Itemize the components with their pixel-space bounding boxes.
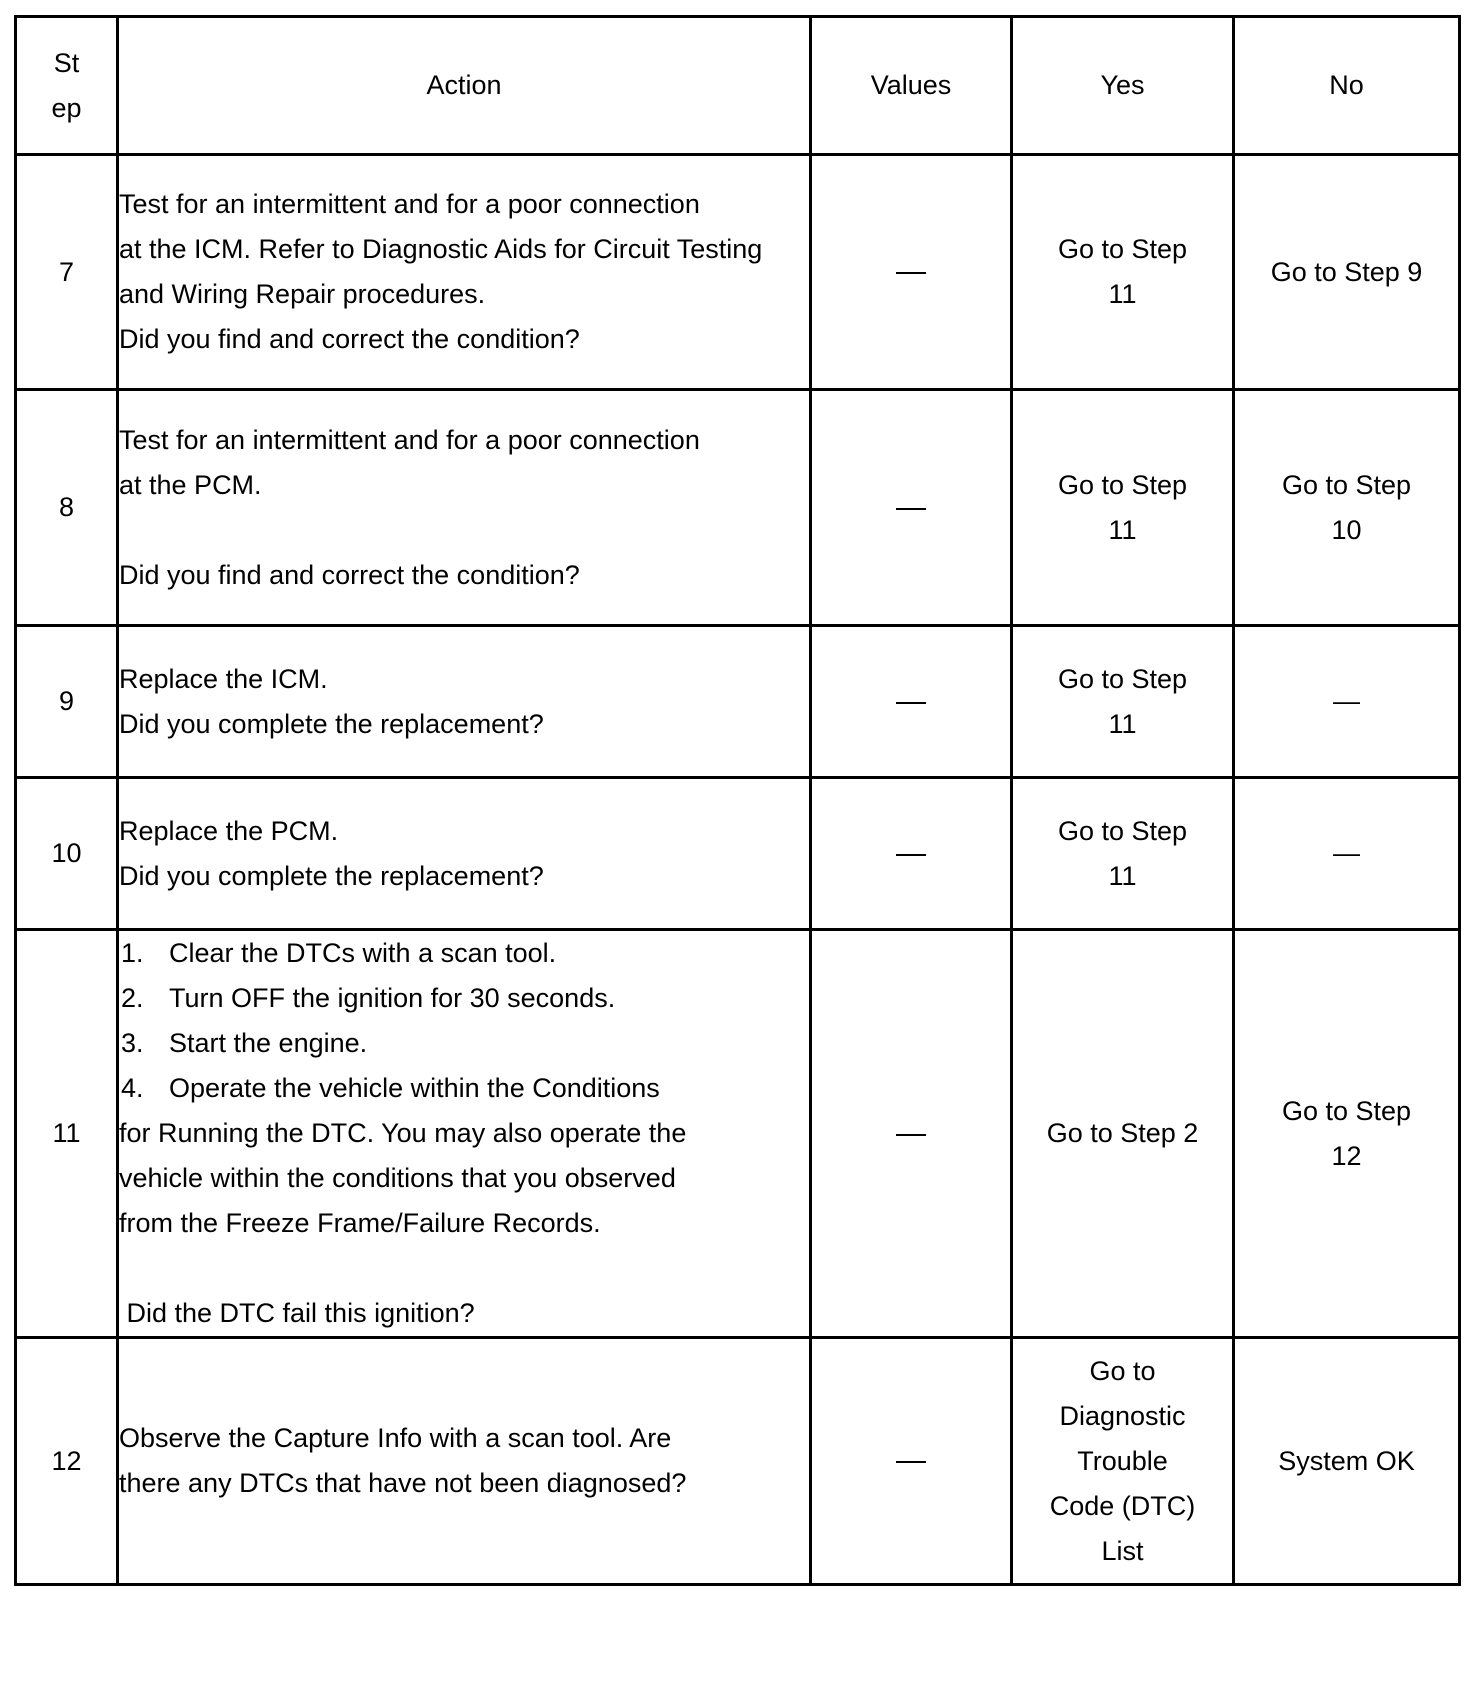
- header-yes: Yes: [1012, 17, 1234, 155]
- values-cell: [811, 155, 1012, 390]
- diagnostic-table: [14, 15, 1461, 1586]
- dash-mark: [896, 702, 926, 704]
- step-number: 11: [16, 930, 118, 1338]
- values-cell: [811, 930, 1012, 1338]
- table-row: [16, 1338, 1460, 1585]
- no-cell: —: [1234, 626, 1460, 778]
- table-row: [16, 626, 1460, 778]
- action-cell: Observe the Capture Info with a scan tool. Are there any DTCs that have not been diagnosed?: [118, 1338, 811, 1585]
- yes-cell: Go to Step 2: [1012, 930, 1234, 1338]
- step-number: 7: [16, 155, 118, 390]
- no-cell: System OK: [1234, 1338, 1460, 1585]
- header-action: Action: [118, 17, 811, 155]
- action-cell: Test for an intermittent and for a poor connection at the PCM. Did you find and correct the condition?: [118, 390, 811, 626]
- step-number: 8: [16, 390, 118, 626]
- no-cell: Go to Step 9: [1234, 155, 1460, 390]
- no-cell: Go to Step 10: [1234, 390, 1460, 626]
- dash-mark: [896, 272, 926, 274]
- table-row: [16, 930, 1460, 1338]
- no-cell: —: [1234, 778, 1460, 930]
- list-item: 3. Start the engine.: [121, 1028, 368, 1058]
- dash-mark: [896, 508, 926, 510]
- header-values: Values: [811, 17, 1012, 155]
- table-row: [16, 390, 1460, 626]
- dash-mark: [896, 1134, 926, 1136]
- header-row: [16, 17, 1460, 155]
- dash-mark: [896, 854, 926, 856]
- step-number: 10: [16, 778, 118, 930]
- action-cell: 1. Clear the DTCs with a scan tool. 2. Turn OFF the ignition for 30 seconds. 3. Start the engine. 4. Operate the vehicle within the Conditions for Running the DTC. You may also operate the vehicle within the conditions that you observed from the Freeze Frame/Failure Records. Did the DTC fail this ignition?: [118, 930, 811, 1338]
- values-cell: [811, 1338, 1012, 1585]
- values-cell: [811, 778, 1012, 930]
- action-cell: Replace the ICM. Did you complete the replacement?: [118, 626, 811, 778]
- yes-cell: Go to Diagnostic Trouble Code (DTC) List: [1012, 1338, 1234, 1585]
- list-item: 1. Clear the DTCs with a scan tool.: [121, 938, 557, 968]
- header-no: No: [1234, 17, 1460, 155]
- table-row: [16, 155, 1460, 390]
- values-cell: [811, 390, 1012, 626]
- yes-cell: Go to Step 11: [1012, 626, 1234, 778]
- table-row: [16, 778, 1460, 930]
- dash-mark: [896, 1461, 926, 1463]
- list-item: 2. Turn OFF the ignition for 30 seconds.: [121, 983, 616, 1013]
- header-step: St ep: [16, 17, 118, 155]
- no-cell: Go to Step 12: [1234, 930, 1460, 1338]
- values-cell: [811, 626, 1012, 778]
- yes-cell: Go to Step 11: [1012, 390, 1234, 626]
- action-cell: Replace the PCM. Did you complete the replacement?: [118, 778, 811, 930]
- yes-cell: Go to Step 11: [1012, 778, 1234, 930]
- step-number: 9: [16, 626, 118, 778]
- step-number: 12: [16, 1338, 118, 1585]
- yes-cell: Go to Step 11: [1012, 155, 1234, 390]
- list-item: 4. Operate the vehicle within the Conditions: [121, 1073, 660, 1103]
- action-cell: Test for an intermittent and for a poor connection at the ICM. Refer to Diagnostic Aids for Circuit Testing and Wiring Repair procedures. Did you find and correct the condition?: [118, 155, 811, 390]
